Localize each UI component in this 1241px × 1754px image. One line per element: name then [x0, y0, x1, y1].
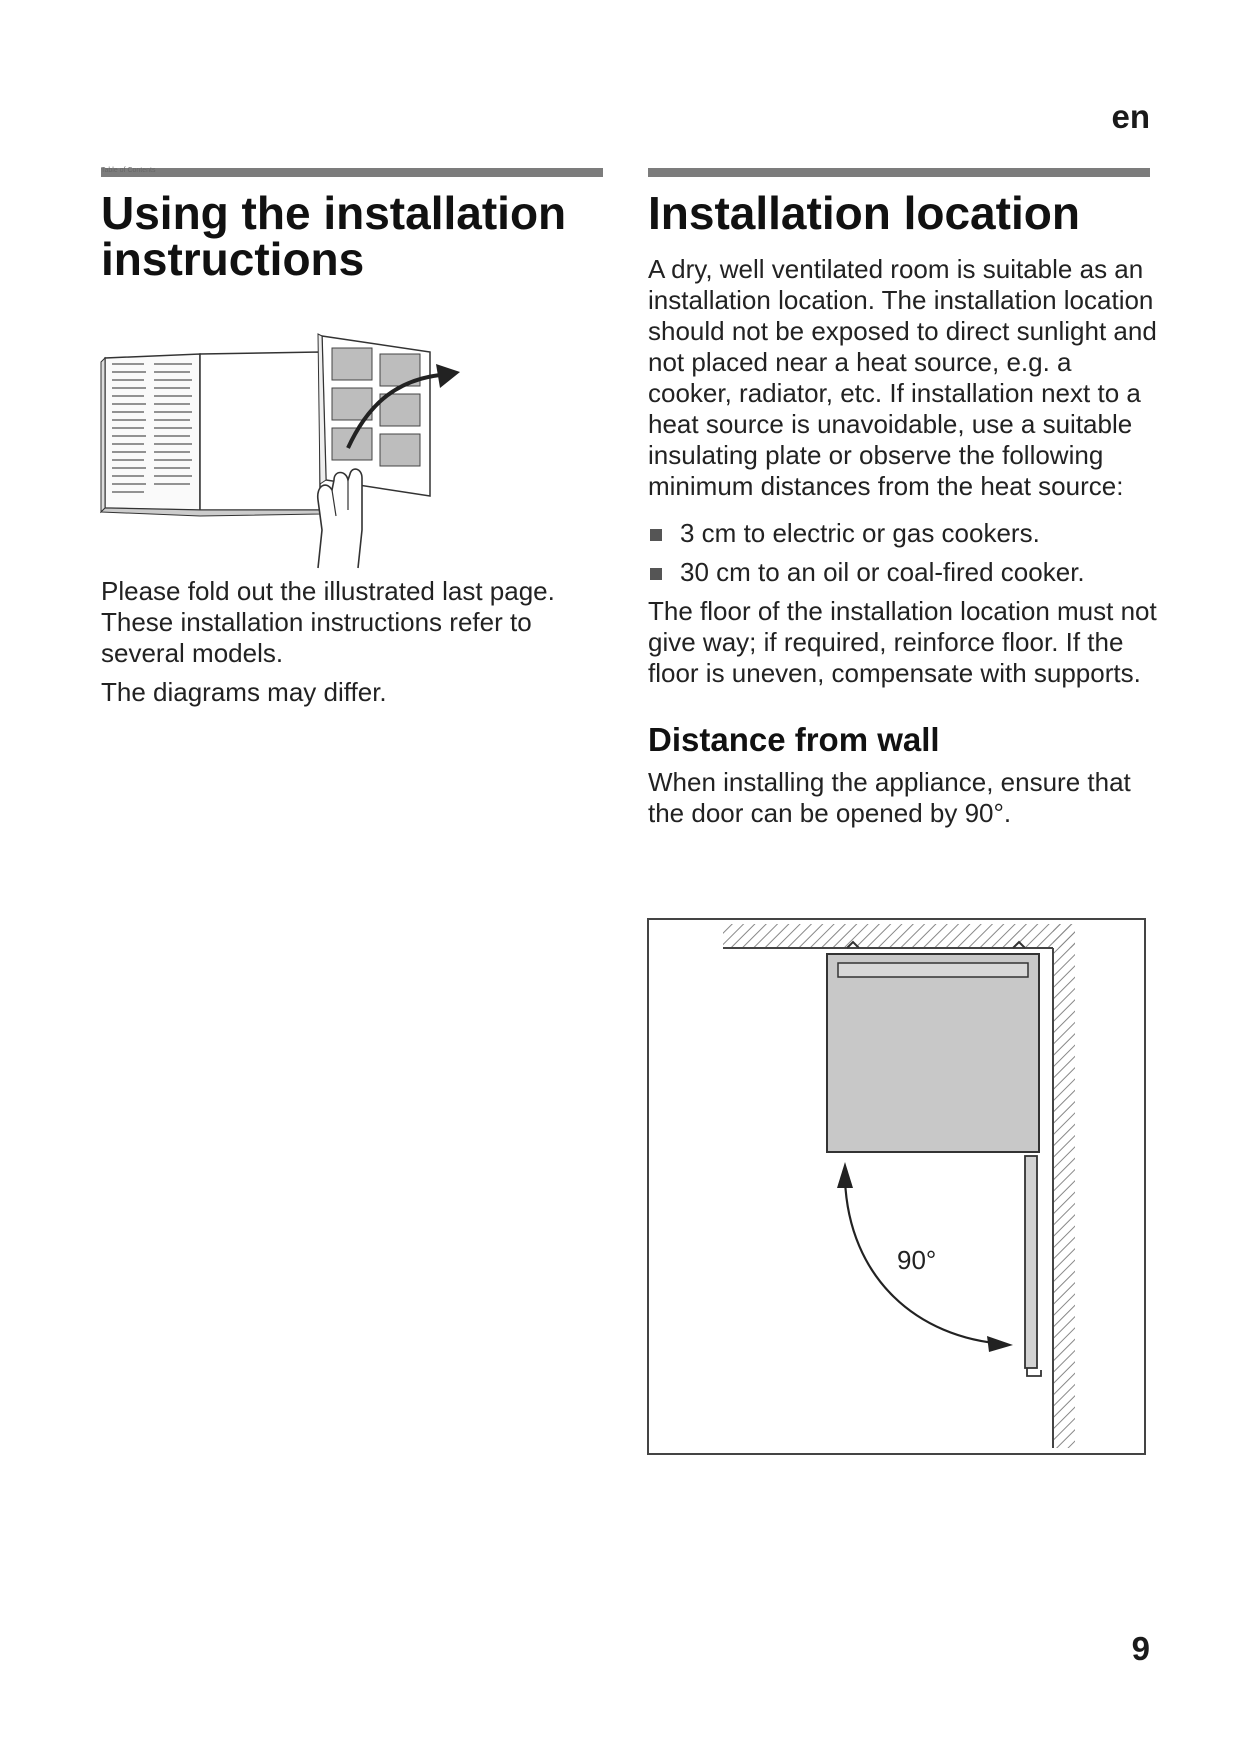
- page-number: 9: [1131, 1630, 1150, 1667]
- language-code: en: [1111, 98, 1150, 135]
- left-section-title: [101, 187, 621, 285]
- title-line-1: Using the installation: [101, 187, 567, 239]
- angle-label: 90°: [897, 1245, 937, 1275]
- heat-source-distance-list: [648, 518, 1158, 588]
- title-line-2: instructions: [101, 233, 365, 285]
- table-of-contents-link[interactable]: Table of Contents: [101, 167, 156, 174]
- door-opening-paragraph: When installing the appliance, ensure that the door can be opened by 90°.: [648, 767, 1131, 828]
- bullet-square-icon: [650, 529, 662, 541]
- bullet-square-icon: [650, 568, 662, 580]
- list-item: 30 cm to an oil or coal-fired cooker.: [648, 557, 1158, 588]
- manual-fold-out-illustration: [100, 330, 480, 570]
- floor-paragraph: The floor of the installation location must not give way; if required, reinforce floor. If the floor is uneven, compensate with supports.: [648, 596, 1157, 688]
- section-rule-right: [648, 168, 1150, 177]
- list-item: 3 cm to electric or gas cookers.: [648, 518, 1158, 549]
- distance-from-wall-heading: Distance from wall: [648, 721, 940, 758]
- installation-intro-paragraph: A dry, well ventilated room is suitable as an installation location. The installation location should not be exposed to direct sunlight and not placed near a heat source, e.g. a cooker, radiator, etc. If installation next to a heat source is unavoidable, use a suitable insulating plate or observe the following minimum distances from the heat source:: [648, 254, 1157, 501]
- section-rule-left: [101, 168, 603, 177]
- left-body-text: [101, 576, 621, 708]
- diagrams-differ-paragraph: The diagrams may differ.: [101, 677, 387, 707]
- fold-out-paragraph: Please fold out the illustrated last page. These installation instructions refer to several models.: [101, 576, 555, 668]
- right-column: [648, 187, 1158, 829]
- installation-location-title: Installation location: [648, 187, 1080, 239]
- door-opening-diagram: [647, 918, 1147, 1456]
